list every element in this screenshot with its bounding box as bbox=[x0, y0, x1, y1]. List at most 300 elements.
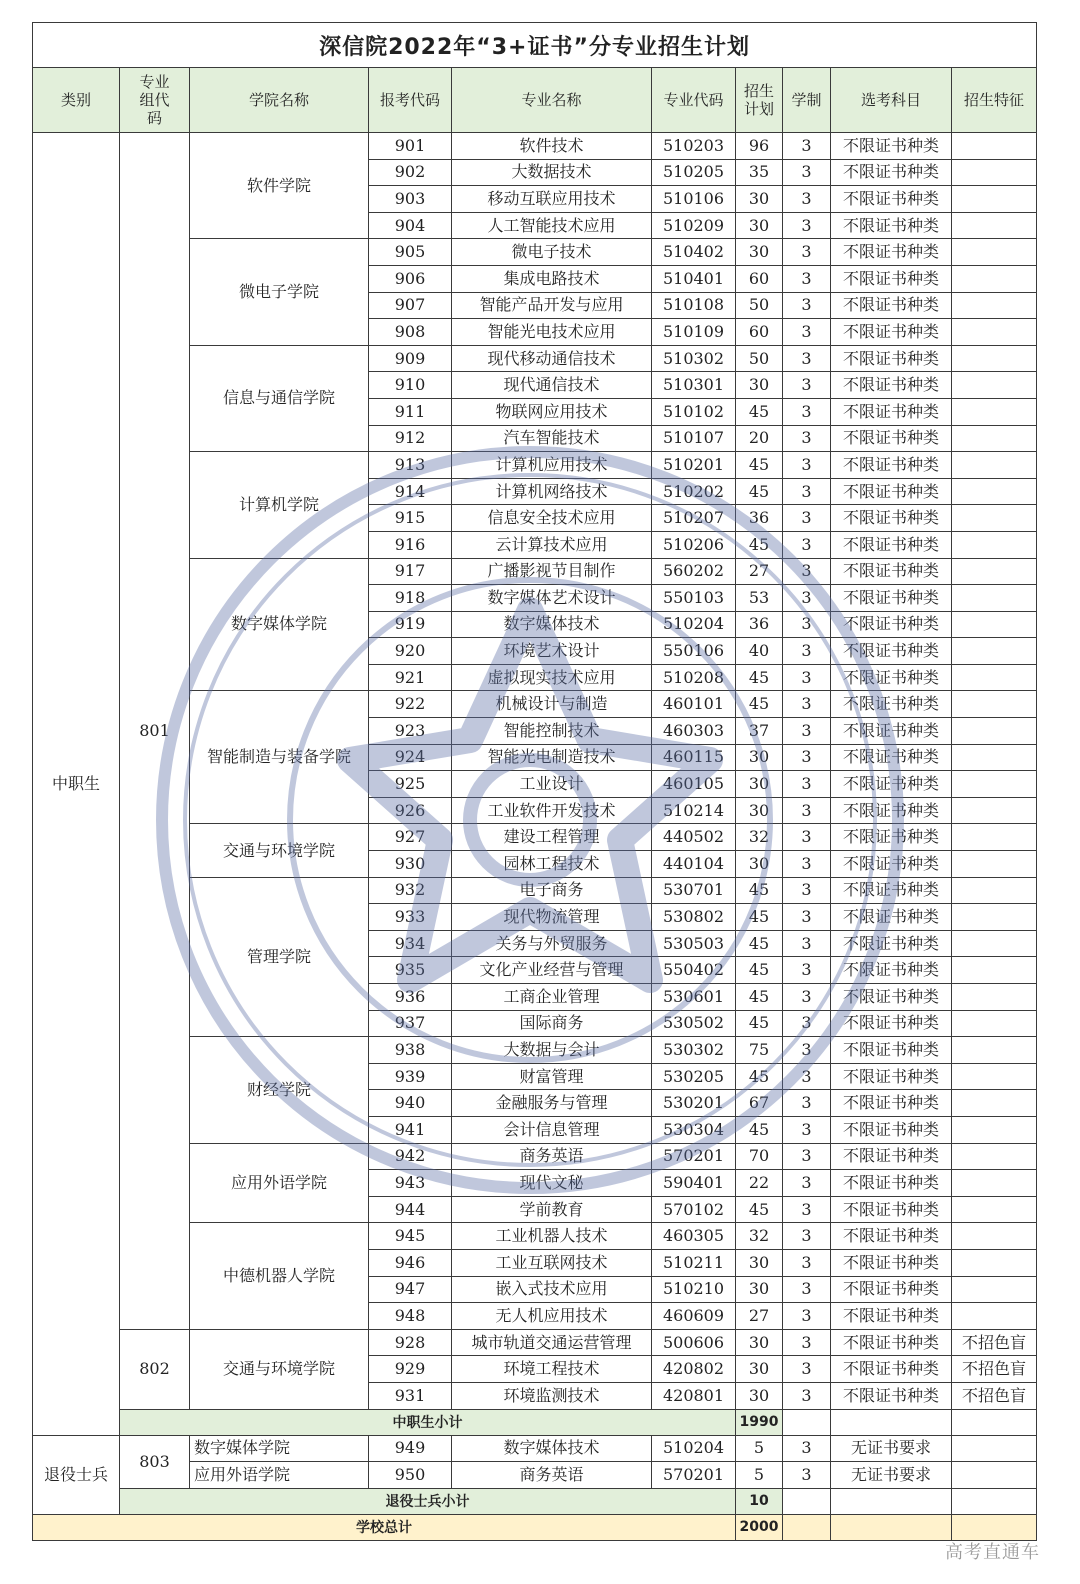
table-row bbox=[33, 133, 1037, 160]
major-name-cell: 建设工程管理 bbox=[452, 824, 652, 851]
exam-code-cell: 922 bbox=[369, 691, 452, 718]
subjects-cell: 不限证书种类 bbox=[831, 797, 952, 824]
major-name-cell: 环境工程技术 bbox=[452, 1356, 652, 1383]
major-code-cell: 510402 bbox=[652, 239, 736, 266]
exam-code-cell: 919 bbox=[369, 611, 452, 638]
feature-cell bbox=[952, 664, 1037, 691]
exam-code-cell: 912 bbox=[369, 425, 452, 452]
subjects-cell: 不限证书种类 bbox=[831, 133, 952, 160]
years-cell: 3 bbox=[783, 1303, 831, 1330]
subjects-cell: 不限证书种类 bbox=[831, 585, 952, 612]
plan-cell: 53 bbox=[736, 585, 783, 612]
major-name-cell: 智能光电制造技术 bbox=[452, 744, 652, 771]
feature-cell bbox=[952, 292, 1037, 319]
feature-cell bbox=[952, 638, 1037, 665]
feature-cell bbox=[952, 824, 1037, 851]
college-cell: 管理学院 bbox=[190, 877, 369, 1037]
major-code-cell: 530304 bbox=[652, 1116, 736, 1143]
subtotal-blank bbox=[783, 1488, 831, 1514]
subjects-cell: 无证书要求 bbox=[831, 1435, 952, 1462]
major-code-cell: 510108 bbox=[652, 292, 736, 319]
major-code-cell: 440502 bbox=[652, 824, 736, 851]
years-cell: 3 bbox=[783, 1435, 831, 1462]
major-name-cell: 机械设计与制造 bbox=[452, 691, 652, 718]
exam-code-cell: 940 bbox=[369, 1090, 452, 1117]
subjects-cell: 不限证书种类 bbox=[831, 1143, 952, 1170]
subjects-cell: 不限证书种类 bbox=[831, 957, 952, 984]
subtotal-blank bbox=[831, 1409, 952, 1435]
feature-cell bbox=[952, 1249, 1037, 1276]
major-code-cell: 530503 bbox=[652, 930, 736, 957]
major-code-cell: 530201 bbox=[652, 1090, 736, 1117]
major-name-cell: 移动互联应用技术 bbox=[452, 186, 652, 213]
subjects-cell: 不限证书种类 bbox=[831, 1223, 952, 1250]
subjects-cell: 无证书要求 bbox=[831, 1462, 952, 1489]
years-cell: 3 bbox=[783, 239, 831, 266]
years-cell: 3 bbox=[783, 851, 831, 878]
plan-cell: 30 bbox=[736, 1249, 783, 1276]
group-code-cell: 801 bbox=[120, 133, 190, 1330]
plan-cell: 5 bbox=[736, 1435, 783, 1462]
major-name-cell: 智能控制技术 bbox=[452, 718, 652, 745]
major-name-cell: 广播影视节目制作 bbox=[452, 558, 652, 585]
years-cell: 3 bbox=[783, 1116, 831, 1143]
major-code-cell: 510209 bbox=[652, 212, 736, 239]
plan-cell: 20 bbox=[736, 425, 783, 452]
major-code-cell: 510208 bbox=[652, 664, 736, 691]
college-cell: 财经学院 bbox=[190, 1037, 369, 1143]
feature-cell bbox=[952, 212, 1037, 239]
major-name-cell: 现代文秘 bbox=[452, 1170, 652, 1197]
major-name-cell: 关务与外贸服务 bbox=[452, 930, 652, 957]
major-code-cell: 570201 bbox=[652, 1143, 736, 1170]
subjects-cell: 不限证书种类 bbox=[831, 1090, 952, 1117]
major-name-cell: 人工智能技术应用 bbox=[452, 212, 652, 239]
years-cell: 3 bbox=[783, 159, 831, 186]
header-subjects: 选考科目 bbox=[831, 68, 952, 133]
college-cell: 中德机器人学院 bbox=[190, 1223, 369, 1329]
exam-code-cell: 927 bbox=[369, 824, 452, 851]
years-cell: 3 bbox=[783, 1462, 831, 1489]
major-name-cell: 电子商务 bbox=[452, 877, 652, 904]
subtotal-blank bbox=[952, 1409, 1037, 1435]
exam-code-cell: 918 bbox=[369, 585, 452, 612]
exam-code-cell: 946 bbox=[369, 1249, 452, 1276]
major-code-cell: 460609 bbox=[652, 1303, 736, 1330]
years-cell: 3 bbox=[783, 1249, 831, 1276]
plan-cell: 30 bbox=[736, 186, 783, 213]
subjects-cell: 不限证书种类 bbox=[831, 531, 952, 558]
subjects-cell: 不限证书种类 bbox=[831, 212, 952, 239]
exam-code-cell: 941 bbox=[369, 1116, 452, 1143]
college-cell: 数字媒体学院 bbox=[190, 1435, 369, 1462]
major-name-cell: 物联网应用技术 bbox=[452, 398, 652, 425]
plan-cell: 45 bbox=[736, 984, 783, 1011]
major-name-cell: 数字媒体技术 bbox=[452, 1435, 652, 1462]
major-code-cell: 510302 bbox=[652, 345, 736, 372]
table-row bbox=[33, 1435, 1037, 1462]
years-cell: 3 bbox=[783, 1356, 831, 1383]
years-cell: 3 bbox=[783, 292, 831, 319]
years-cell: 3 bbox=[783, 771, 831, 798]
major-code-cell: 460101 bbox=[652, 691, 736, 718]
major-code-cell: 510204 bbox=[652, 611, 736, 638]
major-code-cell: 510109 bbox=[652, 319, 736, 346]
years-cell: 3 bbox=[783, 877, 831, 904]
subjects-cell: 不限证书种类 bbox=[831, 851, 952, 878]
header-category: 类别 bbox=[33, 68, 120, 133]
subjects-cell: 不限证书种类 bbox=[831, 239, 952, 266]
table-row bbox=[33, 1329, 1037, 1356]
feature-cell bbox=[952, 1223, 1037, 1250]
grand-total-blank bbox=[831, 1514, 952, 1540]
subjects-cell: 不限证书种类 bbox=[831, 1010, 952, 1037]
major-name-cell: 会计信息管理 bbox=[452, 1116, 652, 1143]
plan-cell: 40 bbox=[736, 638, 783, 665]
college-cell: 微电子学院 bbox=[190, 239, 369, 345]
major-code-cell: 510204 bbox=[652, 1435, 736, 1462]
feature-cell bbox=[952, 1010, 1037, 1037]
feature-cell bbox=[952, 984, 1037, 1011]
plan-cell: 27 bbox=[736, 1303, 783, 1330]
feature-cell bbox=[952, 611, 1037, 638]
years-cell: 3 bbox=[783, 1382, 831, 1409]
subjects-cell: 不限证书种类 bbox=[831, 159, 952, 186]
exam-code-cell: 938 bbox=[369, 1037, 452, 1064]
plan-cell: 30 bbox=[736, 797, 783, 824]
major-name-cell: 现代移动通信技术 bbox=[452, 345, 652, 372]
college-cell: 应用外语学院 bbox=[190, 1462, 369, 1489]
subjects-cell: 不限证书种类 bbox=[831, 345, 952, 372]
major-name-cell: 汽车智能技术 bbox=[452, 425, 652, 452]
major-code-cell: 530802 bbox=[652, 904, 736, 931]
plan-cell: 32 bbox=[736, 1223, 783, 1250]
years-cell: 3 bbox=[783, 372, 831, 399]
major-name-cell: 工业机器人技术 bbox=[452, 1223, 652, 1250]
header-major-name: 专业名称 bbox=[452, 68, 652, 133]
exam-code-cell: 903 bbox=[369, 186, 452, 213]
plan-cell: 45 bbox=[736, 1196, 783, 1223]
exam-code-cell: 944 bbox=[369, 1196, 452, 1223]
exam-code-cell: 930 bbox=[369, 851, 452, 878]
subjects-cell: 不限证书种类 bbox=[831, 638, 952, 665]
subjects-cell: 不限证书种类 bbox=[831, 1170, 952, 1197]
subjects-cell: 不限证书种类 bbox=[831, 186, 952, 213]
subtotal-value: 1990 bbox=[736, 1409, 783, 1435]
feature-cell bbox=[952, 904, 1037, 931]
major-name-cell: 园林工程技术 bbox=[452, 851, 652, 878]
plan-cell: 60 bbox=[736, 265, 783, 292]
major-name-cell: 智能产品开发与应用 bbox=[452, 292, 652, 319]
years-cell: 3 bbox=[783, 1143, 831, 1170]
exam-code-cell: 908 bbox=[369, 319, 452, 346]
exam-code-cell: 915 bbox=[369, 505, 452, 532]
subtotal-blank bbox=[952, 1488, 1037, 1514]
years-cell: 3 bbox=[783, 345, 831, 372]
plan-cell: 45 bbox=[736, 398, 783, 425]
years-cell: 3 bbox=[783, 319, 831, 346]
subjects-cell: 不限证书种类 bbox=[831, 904, 952, 931]
grand-total-value: 2000 bbox=[736, 1514, 783, 1540]
major-code-cell: 530205 bbox=[652, 1063, 736, 1090]
years-cell: 3 bbox=[783, 558, 831, 585]
subjects-cell: 不限证书种类 bbox=[831, 664, 952, 691]
years-cell: 3 bbox=[783, 1010, 831, 1037]
college-cell: 信息与通信学院 bbox=[190, 345, 369, 451]
years-cell: 3 bbox=[783, 797, 831, 824]
exam-code-cell: 932 bbox=[369, 877, 452, 904]
plan-cell: 30 bbox=[736, 851, 783, 878]
plan-cell: 45 bbox=[736, 531, 783, 558]
major-code-cell: 500606 bbox=[652, 1329, 736, 1356]
exam-code-cell: 910 bbox=[369, 372, 452, 399]
college-cell: 交通与环境学院 bbox=[190, 824, 369, 877]
feature-cell bbox=[952, 372, 1037, 399]
feature-cell bbox=[952, 186, 1037, 213]
exam-code-cell: 937 bbox=[369, 1010, 452, 1037]
major-name-cell: 现代物流管理 bbox=[452, 904, 652, 931]
major-name-cell: 学前教育 bbox=[452, 1196, 652, 1223]
years-cell: 3 bbox=[783, 186, 831, 213]
header-college: 学院名称 bbox=[190, 68, 369, 133]
feature-cell bbox=[952, 133, 1037, 160]
major-code-cell: 510107 bbox=[652, 425, 736, 452]
feature-cell bbox=[952, 531, 1037, 558]
college-cell: 数字媒体学院 bbox=[190, 558, 369, 691]
grand-total-row bbox=[33, 1514, 1037, 1540]
plan-cell: 30 bbox=[736, 372, 783, 399]
subtotal-label: 退役士兵小计 bbox=[120, 1488, 736, 1514]
plan-cell: 30 bbox=[736, 1329, 783, 1356]
subjects-cell: 不限证书种类 bbox=[831, 292, 952, 319]
exam-code-cell: 936 bbox=[369, 984, 452, 1011]
major-code-cell: 550402 bbox=[652, 957, 736, 984]
feature-cell bbox=[952, 159, 1037, 186]
feature-cell bbox=[952, 718, 1037, 745]
subjects-cell: 不限证书种类 bbox=[831, 771, 952, 798]
exam-code-cell: 923 bbox=[369, 718, 452, 745]
years-cell: 3 bbox=[783, 718, 831, 745]
major-name-cell: 商务英语 bbox=[452, 1462, 652, 1489]
watermark-source: 高考直通车 bbox=[945, 1542, 1040, 1563]
feature-cell bbox=[952, 1303, 1037, 1330]
plan-cell: 45 bbox=[736, 1063, 783, 1090]
plan-cell: 27 bbox=[736, 558, 783, 585]
major-name-cell: 计算机应用技术 bbox=[452, 452, 652, 479]
years-cell: 3 bbox=[783, 585, 831, 612]
exam-code-cell: 901 bbox=[369, 133, 452, 160]
subjects-cell: 不限证书种类 bbox=[831, 1356, 952, 1383]
college-cell: 软件学院 bbox=[190, 133, 369, 239]
plan-cell: 45 bbox=[736, 452, 783, 479]
feature-cell bbox=[952, 345, 1037, 372]
major-name-cell: 工业软件开发技术 bbox=[452, 797, 652, 824]
plan-cell: 37 bbox=[736, 718, 783, 745]
subjects-cell: 不限证书种类 bbox=[831, 558, 952, 585]
feature-cell bbox=[952, 319, 1037, 346]
exam-code-cell: 921 bbox=[369, 664, 452, 691]
major-code-cell: 570102 bbox=[652, 1196, 736, 1223]
subjects-cell: 不限证书种类 bbox=[831, 319, 952, 346]
header-plan: 招生计划 bbox=[736, 68, 783, 133]
years-cell: 3 bbox=[783, 1329, 831, 1356]
feature-cell bbox=[952, 425, 1037, 452]
exam-code-cell: 926 bbox=[369, 797, 452, 824]
years-cell: 3 bbox=[783, 957, 831, 984]
plan-cell: 45 bbox=[736, 664, 783, 691]
years-cell: 3 bbox=[783, 930, 831, 957]
major-name-cell: 城市轨道交通运营管理 bbox=[452, 1329, 652, 1356]
major-name-cell: 信息安全技术应用 bbox=[452, 505, 652, 532]
major-code-cell: 530701 bbox=[652, 877, 736, 904]
plan-cell: 30 bbox=[736, 239, 783, 266]
exam-code-cell: 933 bbox=[369, 904, 452, 931]
major-code-cell: 460115 bbox=[652, 744, 736, 771]
plan-cell: 35 bbox=[736, 159, 783, 186]
grand-total-blank bbox=[783, 1514, 831, 1540]
feature-cell bbox=[952, 1196, 1037, 1223]
years-cell: 3 bbox=[783, 478, 831, 505]
major-name-cell: 数字媒体艺术设计 bbox=[452, 585, 652, 612]
college-cell: 交通与环境学院 bbox=[190, 1329, 369, 1409]
feature-cell bbox=[952, 1170, 1037, 1197]
major-code-cell: 590401 bbox=[652, 1170, 736, 1197]
feature-cell bbox=[952, 1276, 1037, 1303]
feature-cell bbox=[952, 797, 1037, 824]
major-code-cell: 530601 bbox=[652, 984, 736, 1011]
major-code-cell: 510207 bbox=[652, 505, 736, 532]
feature-cell bbox=[952, 478, 1037, 505]
group-code-cell: 802 bbox=[120, 1329, 190, 1409]
feature-cell bbox=[952, 585, 1037, 612]
feature-cell bbox=[952, 265, 1037, 292]
exam-code-cell: 904 bbox=[369, 212, 452, 239]
major-code-cell: 560202 bbox=[652, 558, 736, 585]
plan-cell: 30 bbox=[736, 212, 783, 239]
years-cell: 3 bbox=[783, 398, 831, 425]
feature-cell bbox=[952, 1435, 1037, 1462]
feature-cell: 不招色盲 bbox=[952, 1382, 1037, 1409]
exam-code-cell: 947 bbox=[369, 1276, 452, 1303]
plan-cell: 45 bbox=[736, 1116, 783, 1143]
exam-code-cell: 929 bbox=[369, 1356, 452, 1383]
exam-code-cell: 924 bbox=[369, 744, 452, 771]
major-code-cell: 510102 bbox=[652, 398, 736, 425]
feature-cell bbox=[952, 505, 1037, 532]
subjects-cell: 不限证书种类 bbox=[831, 452, 952, 479]
subtotal-label: 中职生小计 bbox=[120, 1409, 736, 1435]
subjects-cell: 不限证书种类 bbox=[831, 718, 952, 745]
major-code-cell: 510211 bbox=[652, 1249, 736, 1276]
exam-code-cell: 905 bbox=[369, 239, 452, 266]
years-cell: 3 bbox=[783, 1063, 831, 1090]
major-name-cell: 无人机应用技术 bbox=[452, 1303, 652, 1330]
feature-cell bbox=[952, 851, 1037, 878]
major-name-cell: 金融服务与管理 bbox=[452, 1090, 652, 1117]
major-name-cell: 大数据技术 bbox=[452, 159, 652, 186]
exam-code-cell: 949 bbox=[369, 1435, 452, 1462]
major-name-cell: 工业互联网技术 bbox=[452, 1249, 652, 1276]
table-title: 深信院2022年“3+证书”分专业招生计划 bbox=[33, 23, 1037, 68]
major-name-cell: 工商企业管理 bbox=[452, 984, 652, 1011]
major-code-cell: 510201 bbox=[652, 452, 736, 479]
subjects-cell: 不限证书种类 bbox=[831, 1276, 952, 1303]
plan-cell: 75 bbox=[736, 1037, 783, 1064]
years-cell: 3 bbox=[783, 904, 831, 931]
plan-cell: 50 bbox=[736, 292, 783, 319]
exam-code-cell: 916 bbox=[369, 531, 452, 558]
years-cell: 3 bbox=[783, 1276, 831, 1303]
plan-cell: 36 bbox=[736, 505, 783, 532]
major-name-cell: 大数据与会计 bbox=[452, 1037, 652, 1064]
plan-cell: 32 bbox=[736, 824, 783, 851]
major-code-cell: 530502 bbox=[652, 1010, 736, 1037]
major-code-cell: 510205 bbox=[652, 159, 736, 186]
plan-cell: 30 bbox=[736, 1382, 783, 1409]
plan-cell: 5 bbox=[736, 1462, 783, 1489]
major-code-cell: 510214 bbox=[652, 797, 736, 824]
subjects-cell: 不限证书种类 bbox=[831, 930, 952, 957]
major-name-cell: 国际商务 bbox=[452, 1010, 652, 1037]
years-cell: 3 bbox=[783, 265, 831, 292]
subjects-cell: 不限证书种类 bbox=[831, 1382, 952, 1409]
major-code-cell: 510106 bbox=[652, 186, 736, 213]
subtotal-row-veteran bbox=[33, 1488, 1037, 1514]
years-cell: 3 bbox=[783, 1223, 831, 1250]
exam-code-cell: 914 bbox=[369, 478, 452, 505]
feature-cell bbox=[952, 930, 1037, 957]
years-cell: 3 bbox=[783, 691, 831, 718]
feature-cell bbox=[952, 744, 1037, 771]
feature-cell bbox=[952, 877, 1037, 904]
plan-cell: 45 bbox=[736, 957, 783, 984]
plan-cell: 67 bbox=[736, 1090, 783, 1117]
major-code-cell: 510203 bbox=[652, 133, 736, 160]
major-name-cell: 文化产业经营与管理 bbox=[452, 957, 652, 984]
plan-cell: 60 bbox=[736, 319, 783, 346]
college-cell: 应用外语学院 bbox=[190, 1143, 369, 1223]
header-group-code: 专业组代码 bbox=[120, 68, 190, 133]
header-exam-code: 报考代码 bbox=[369, 68, 452, 133]
exam-code-cell: 907 bbox=[369, 292, 452, 319]
plan-cell: 45 bbox=[736, 877, 783, 904]
major-name-cell: 虚拟现实技术应用 bbox=[452, 664, 652, 691]
feature-cell bbox=[952, 771, 1037, 798]
years-cell: 3 bbox=[783, 611, 831, 638]
years-cell: 3 bbox=[783, 824, 831, 851]
grand-total-label: 学校总计 bbox=[33, 1514, 736, 1540]
subjects-cell: 不限证书种类 bbox=[831, 505, 952, 532]
plan-cell: 22 bbox=[736, 1170, 783, 1197]
years-cell: 3 bbox=[783, 1090, 831, 1117]
years-cell: 3 bbox=[783, 425, 831, 452]
major-code-cell: 510202 bbox=[652, 478, 736, 505]
exam-code-cell: 942 bbox=[369, 1143, 452, 1170]
plan-cell: 45 bbox=[736, 691, 783, 718]
subjects-cell: 不限证书种类 bbox=[831, 691, 952, 718]
major-code-cell: 420801 bbox=[652, 1382, 736, 1409]
feature-cell bbox=[952, 1116, 1037, 1143]
subjects-cell: 不限证书种类 bbox=[831, 1249, 952, 1276]
years-cell: 3 bbox=[783, 1196, 831, 1223]
exam-code-cell: 935 bbox=[369, 957, 452, 984]
major-name-cell: 财富管理 bbox=[452, 1063, 652, 1090]
major-name-cell: 智能光电技术应用 bbox=[452, 319, 652, 346]
major-code-cell: 510401 bbox=[652, 265, 736, 292]
plan-cell: 45 bbox=[736, 904, 783, 931]
category-cell: 中职生 bbox=[33, 133, 120, 1436]
major-name-cell: 软件技术 bbox=[452, 133, 652, 160]
